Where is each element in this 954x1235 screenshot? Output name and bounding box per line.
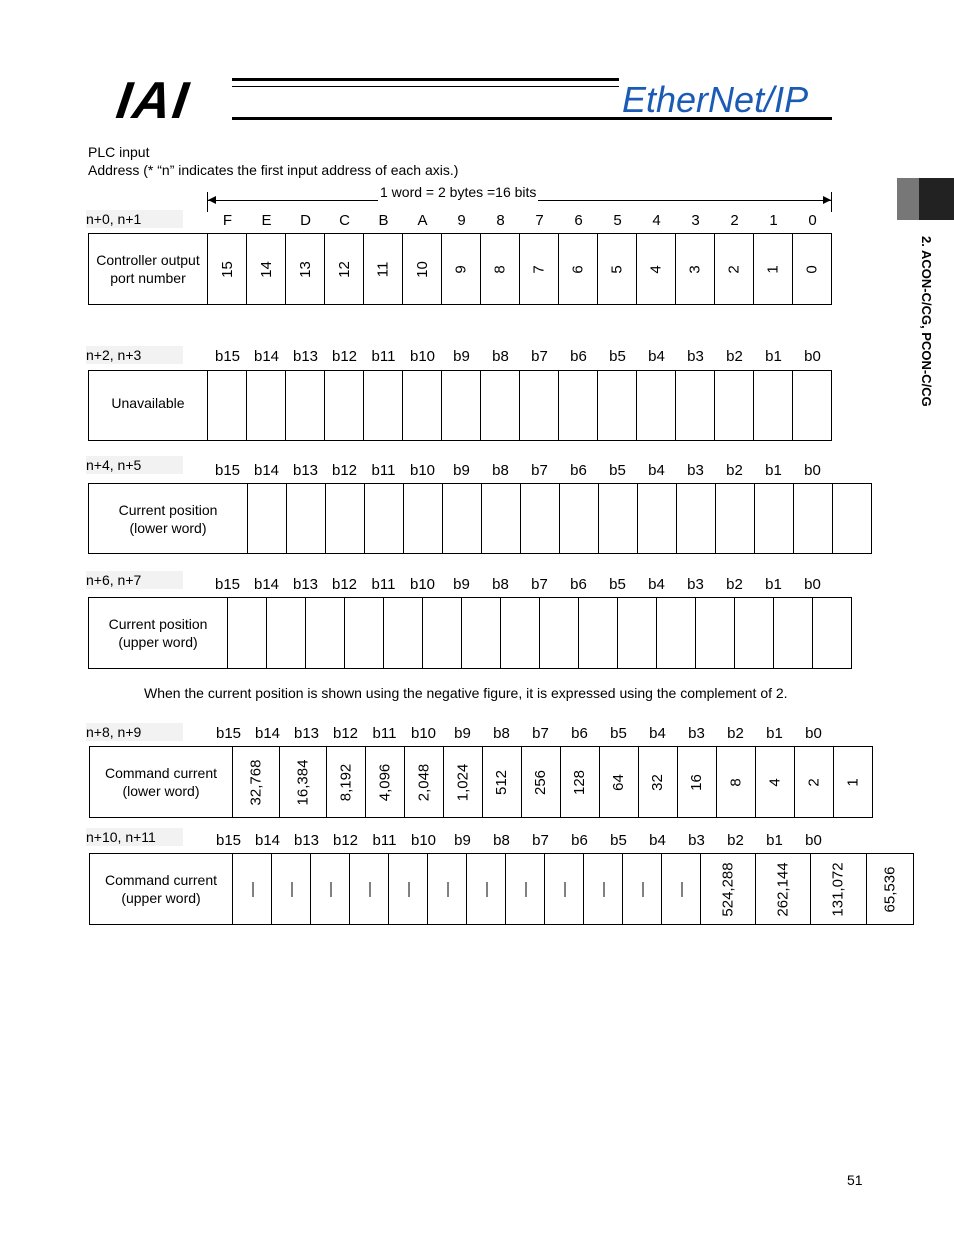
bit-header: b8: [493, 832, 510, 849]
bit-value: 11: [374, 261, 392, 277]
bit-value: 4: [647, 264, 665, 274]
bit-header: b7: [532, 832, 549, 849]
bit-header: b3: [687, 348, 704, 365]
bit-weight: 1,024: [454, 763, 472, 801]
register-table-current-position-lower: [88, 483, 872, 554]
unused-bit-dash: —: [243, 881, 261, 897]
bit-header: b5: [609, 348, 626, 365]
bit-header: b3: [687, 462, 704, 479]
bit-weight: 128: [571, 769, 589, 795]
bit-header: b13: [293, 832, 320, 849]
bit-weight: 512: [493, 769, 511, 795]
bit-header: b15: [214, 576, 241, 593]
unused-bit-dash: —: [477, 881, 495, 897]
bit-weight: 64: [610, 773, 628, 791]
bit-weight: 16,384: [294, 759, 312, 805]
bit-header: b14: [254, 725, 281, 742]
bit-header: b6: [570, 348, 587, 365]
address-label: n+8, n+9: [86, 723, 183, 741]
bit-header: b13: [292, 576, 319, 593]
bit-value: 9: [452, 264, 470, 274]
register-name: Command current (lower word): [90, 747, 233, 818]
section-tab-label: 2. ACON-C/CG, PCON-C/CG: [919, 236, 934, 407]
register-name: Controller output port number: [89, 234, 208, 305]
bit-header: b10: [410, 832, 437, 849]
bit-header: b9: [454, 725, 471, 742]
bit-header: b12: [331, 462, 358, 479]
bit-weight: 524,288: [719, 861, 737, 917]
bit-header: b11: [371, 348, 396, 365]
bit-header: b0: [804, 348, 821, 365]
bit-header: b4: [648, 462, 665, 479]
bit-value: 8: [491, 264, 509, 274]
bit-weight: 4,096: [376, 763, 394, 801]
iai-logo: IAI: [112, 72, 194, 130]
bit-header: b14: [254, 832, 281, 849]
bit-header: b5: [609, 462, 626, 479]
bit-header: b9: [453, 576, 470, 593]
bit-header: b15: [214, 462, 241, 479]
bit-header: b12: [331, 348, 358, 365]
unused-bit-dash: —: [594, 881, 612, 897]
bit-header: b7: [531, 576, 548, 593]
bit-weight: 4: [766, 777, 784, 787]
bit-header: D: [300, 212, 311, 229]
bit-header: B: [378, 212, 389, 229]
register-table-controller-output-port: [88, 233, 832, 305]
bit-header: b0: [805, 725, 822, 742]
bit-value: 15: [218, 260, 236, 278]
bit-header: b15: [215, 832, 242, 849]
page-number: 51: [847, 1172, 863, 1188]
bit-header: b2: [727, 725, 744, 742]
bit-value: 5: [608, 264, 626, 274]
bit-header: 9: [457, 212, 466, 229]
bit-header: C: [339, 212, 350, 229]
bit-header: b4: [649, 832, 666, 849]
bit-value: 10: [413, 260, 431, 278]
bit-header: b10: [409, 348, 436, 365]
bit-header: b6: [571, 725, 588, 742]
bit-header: b11: [371, 576, 396, 593]
register-name: Current position (lower word): [89, 484, 248, 554]
bit-header: 7: [535, 212, 544, 229]
bit-header: b1: [765, 462, 782, 479]
bit-weight: 2: [805, 777, 823, 787]
complement-note: When the current position is shown using the negative figure, it is expressed using the complement of 2.: [144, 685, 788, 701]
bit-header: 1: [769, 212, 778, 229]
bit-header: b10: [409, 576, 436, 593]
bit-weight: 131,072: [830, 861, 848, 917]
bit-header: b3: [687, 576, 704, 593]
bit-header: b4: [648, 348, 665, 365]
bit-header: b13: [293, 725, 320, 742]
bit-header: b3: [688, 832, 705, 849]
bit-value: 0: [803, 264, 821, 274]
bit-header: b7: [531, 462, 548, 479]
bit-weight: 65,536: [881, 866, 899, 912]
unused-bit-dash: —: [633, 881, 651, 897]
bit-header: b6: [570, 462, 587, 479]
bit-weight: 32: [649, 773, 667, 791]
bit-header: b4: [649, 725, 666, 742]
bit-header: b10: [409, 462, 436, 479]
bit-header: 6: [574, 212, 583, 229]
bit-weight: 1: [844, 777, 862, 787]
bit-header: b8: [493, 725, 510, 742]
bit-value: 7: [530, 264, 548, 274]
address-label: n+6, n+7: [86, 571, 183, 589]
section-tab-marker-dark: [919, 178, 954, 220]
bit-header: b5: [609, 576, 626, 593]
bit-value: 12: [335, 260, 353, 278]
bit-header: b0: [804, 576, 821, 593]
register-table-command-current-upper: [89, 853, 914, 925]
bit-header: b15: [214, 348, 241, 365]
bit-header: b14: [253, 462, 280, 479]
bit-header: b2: [727, 832, 744, 849]
bit-value: 1: [764, 264, 782, 274]
register-name: Command current (upper word): [90, 854, 233, 925]
bit-header: b2: [726, 576, 743, 593]
bit-weight: 262,144: [774, 861, 792, 917]
bit-header: b10: [410, 725, 437, 742]
register-name: Current position (upper word): [89, 598, 228, 669]
unused-bit-dash: —: [516, 881, 534, 897]
bit-value: 3: [686, 264, 704, 274]
unused-bit-dash: —: [321, 881, 339, 897]
unused-bit-dash: —: [360, 881, 378, 897]
bit-header: b14: [253, 576, 280, 593]
bit-header: b11: [371, 462, 396, 479]
bit-header: b4: [648, 576, 665, 593]
bit-weight: 2,048: [415, 763, 433, 801]
bit-header: b7: [531, 348, 548, 365]
bit-header: b8: [492, 576, 509, 593]
register-name: Unavailable: [89, 371, 208, 441]
bit-header: b9: [453, 462, 470, 479]
bit-header: 0: [808, 212, 817, 229]
register-table-command-current-lower: [89, 746, 873, 818]
address-label: n+4, n+5: [86, 456, 183, 474]
ethernetip-logo: EtherNet/IP: [622, 79, 809, 120]
bit-header: b12: [332, 725, 359, 742]
bit-header: b7: [532, 725, 549, 742]
bit-header: b6: [570, 576, 587, 593]
address-label: n+10, n+11: [86, 828, 183, 846]
bit-value: 14: [257, 260, 275, 278]
unused-bit-dash: —: [672, 881, 690, 897]
bit-header: b12: [332, 832, 359, 849]
bit-weight: 32,768: [247, 759, 265, 805]
bit-weight: 256: [532, 769, 550, 795]
bit-header: E: [261, 212, 272, 229]
address-label: n+0, n+1: [86, 210, 183, 228]
bit-header: b2: [726, 462, 743, 479]
bit-header: F: [222, 212, 233, 229]
bit-header: b1: [766, 725, 783, 742]
bit-header: b13: [292, 348, 319, 365]
unused-bit-dash: —: [555, 881, 573, 897]
bit-header: b8: [492, 462, 509, 479]
bit-header: b5: [610, 832, 627, 849]
bit-header: b6: [571, 832, 588, 849]
bit-header: b8: [492, 348, 509, 365]
bit-header: b0: [804, 462, 821, 479]
bit-header: b13: [292, 462, 319, 479]
bit-header: b5: [610, 725, 627, 742]
bit-weight: 8,192: [337, 763, 355, 801]
bit-header: A: [417, 212, 428, 229]
intro-line-2: Address (* “n” indicates the first input address of each axis.): [88, 162, 459, 178]
logo-rule-middle: [232, 86, 619, 87]
bit-value: 13: [296, 260, 314, 278]
word-width-label: 1 word = 2 bytes =16 bits: [380, 184, 537, 200]
bit-weight: 8: [727, 777, 745, 787]
bit-header: b11: [372, 832, 397, 849]
bit-header: b9: [454, 832, 471, 849]
unused-bit-dash: —: [438, 881, 456, 897]
unused-bit-dash: —: [282, 881, 300, 897]
bit-header: b14: [253, 348, 280, 365]
bit-value: 6: [569, 264, 587, 274]
bit-header: 3: [691, 212, 700, 229]
intro-line-1: PLC input: [88, 144, 150, 160]
logo-rule-top: [232, 78, 619, 81]
bit-header: b1: [766, 832, 783, 849]
unused-bit-dash: —: [399, 881, 417, 897]
bit-header: 8: [496, 212, 505, 229]
register-table-current-position-upper: [88, 597, 852, 669]
bit-header: b1: [765, 576, 782, 593]
register-table-unavailable: [88, 370, 832, 441]
bit-header: 4: [652, 212, 661, 229]
bit-header: b3: [688, 725, 705, 742]
bit-header: b15: [215, 725, 242, 742]
bit-header: b1: [765, 348, 782, 365]
bit-header: b12: [331, 576, 358, 593]
bit-header: b0: [805, 832, 822, 849]
bit-header: b9: [453, 348, 470, 365]
bit-header: b11: [372, 725, 397, 742]
bit-weight: 16: [688, 773, 706, 791]
address-label: n+2, n+3: [86, 346, 183, 364]
bit-header: b2: [726, 348, 743, 365]
bit-value: 2: [725, 264, 743, 274]
bit-header: 2: [730, 212, 739, 229]
bit-header: 5: [613, 212, 622, 229]
section-tab-marker: [897, 178, 919, 220]
